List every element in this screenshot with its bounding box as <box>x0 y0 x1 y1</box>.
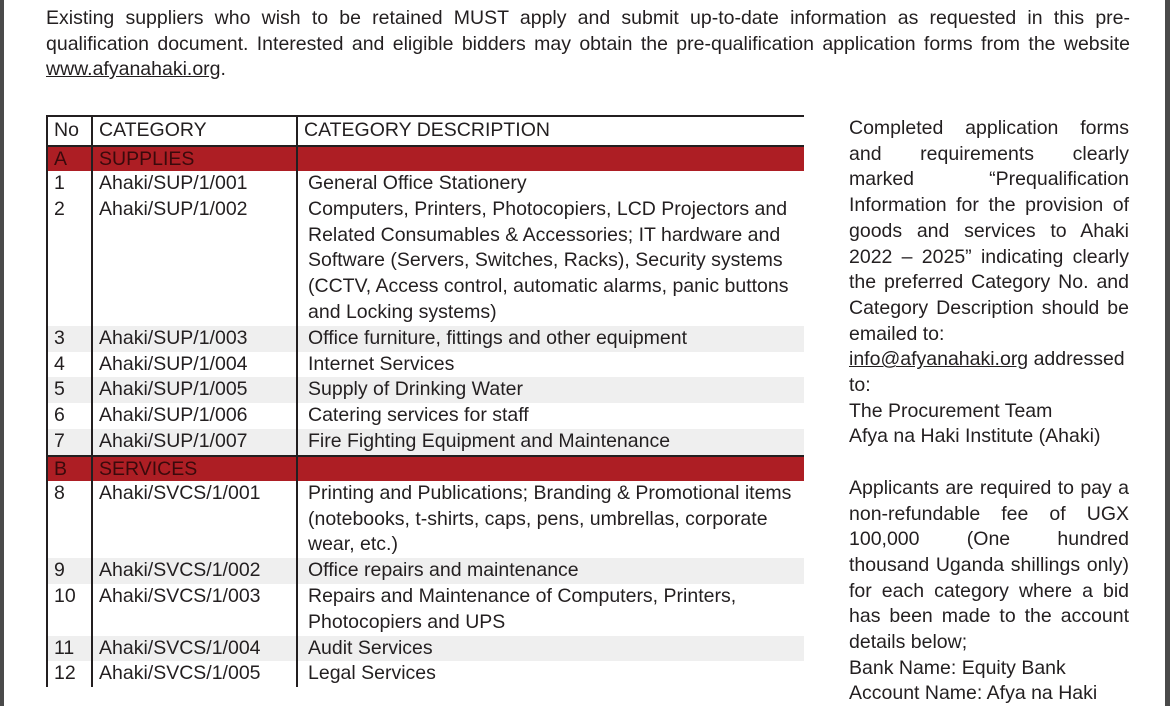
table-row <box>47 481 804 558</box>
row-category: Ahaki/SUP/1/007 <box>92 429 297 456</box>
row-category: Ahaki/SUP/1/003 <box>92 326 297 352</box>
table-row <box>47 326 804 352</box>
row-description: Supply of Drinking Water <box>297 377 804 403</box>
row-no: 7 <box>47 429 92 456</box>
row-category: Ahaki/SUP/1/001 <box>92 171 297 197</box>
table-row <box>47 171 804 197</box>
row-no: 11 <box>47 636 92 662</box>
submission-paragraph: Completed application forms and requirements clearly marked “Prequalification Information for the provision of goods and services to Ahaki 2022 – 2025” indicating clearly the preferred Category No. and Category Description should be emailed to: <box>849 117 1129 345</box>
bank-name: Bank Name: Equity Bank <box>849 656 1066 679</box>
row-description: Fire Fighting Equipment and Maintenance <box>297 429 804 456</box>
section-code: B <box>47 456 92 481</box>
table-row <box>47 352 804 378</box>
table-row <box>47 661 804 687</box>
spacer <box>849 450 1129 476</box>
section-row-supplies <box>47 146 804 171</box>
section-blank <box>297 146 804 171</box>
email-line <box>849 347 1129 398</box>
row-category: Ahaki/SUP/1/005 <box>92 377 297 403</box>
intro-end: . <box>220 58 226 81</box>
row-description: Legal Services <box>297 661 804 687</box>
section-row-services <box>47 456 804 481</box>
row-description: Internet Services <box>297 352 804 378</box>
header-description: CATEGORY DESCRIPTION <box>297 116 804 146</box>
row-no: 6 <box>47 403 92 429</box>
section-blank <box>297 456 804 481</box>
row-no: 10 <box>47 584 92 636</box>
account-name: Account Name: Afya na Haki <box>849 682 1098 705</box>
row-category: Ahaki/SVCS/1/001 <box>92 481 297 558</box>
row-category: Ahaki/SUP/1/004 <box>92 352 297 378</box>
email-link[interactable]: info@afyanahaki.org <box>849 348 1029 371</box>
row-category: Ahaki/SVCS/1/002 <box>92 558 297 584</box>
table-row <box>47 636 804 662</box>
section-name: SUPPLIES <box>92 146 297 171</box>
row-category: Ahaki/SVCS/1/004 <box>92 636 297 662</box>
row-description: Repairs and Maintenance of Computers, Printers, Photocopiers and UPS <box>297 584 804 636</box>
website-link[interactable]: www.afyanahaki.org <box>46 58 221 81</box>
row-description: Office repairs and maintenance <box>297 558 804 584</box>
table-row <box>47 403 804 429</box>
row-category: Ahaki/SVCS/1/003 <box>92 584 297 636</box>
row-no: 9 <box>47 558 92 584</box>
row-description: Audit Services <box>297 636 804 662</box>
addressed-text: addressed to: <box>849 348 1125 397</box>
page-border-right <box>1165 0 1170 706</box>
header-category: CATEGORY <box>92 116 297 146</box>
submission-instructions <box>849 116 1129 707</box>
page-border-left <box>0 0 4 706</box>
row-description: Office furniture, fittings and other equipment <box>297 326 804 352</box>
row-no: 1 <box>47 171 92 197</box>
row-description: Printing and Publications; Branding & Promotional items (notebooks, t-shirts, caps, pens, umbrellas, corporate wear, etc.) <box>297 481 804 558</box>
row-no: 8 <box>47 481 92 558</box>
intro-text: Existing suppliers who wish to be retained MUST apply and submit up-to-date information as requested in this pre-qualification document. Interested and eligible bidders may obtain the pre-qualification application forms from the website <box>46 7 1130 55</box>
institute-name: Afya na Haki Institute (Ahaki) <box>849 425 1101 448</box>
row-no: 2 <box>47 197 92 326</box>
table-header-row <box>47 116 804 146</box>
row-category: Ahaki/SUP/1/002 <box>92 197 297 326</box>
table-row <box>47 377 804 403</box>
table-row <box>47 584 804 636</box>
row-description: Computers, Printers, Photocopiers, LCD Projectors and Related Consumables & Accessories; IT hardware and Software (Servers, Switches, Racks), Security systems (CCTV, Access control, automatic alarms, panic buttons and Locking systems) <box>297 197 804 326</box>
row-description: Catering services for staff <box>297 403 804 429</box>
row-category: Ahaki/SUP/1/006 <box>92 403 297 429</box>
row-no: 4 <box>47 352 92 378</box>
table-row <box>47 558 804 584</box>
fee-paragraph: Applicants are required to pay a non-refundable fee of UGX 100,000 (One hundred thousand Uganda shillings only) for each category where a bid has been made to the account details below; <box>849 476 1129 654</box>
row-no: 3 <box>47 326 92 352</box>
row-description: General Office Stationery <box>297 171 804 197</box>
table-row <box>47 197 804 326</box>
intro-paragraph <box>46 6 1130 83</box>
row-no: 12 <box>47 661 92 687</box>
row-no: 5 <box>47 377 92 403</box>
section-code: A <box>47 146 92 171</box>
header-no: No <box>47 116 92 146</box>
row-category: Ahaki/SVCS/1/005 <box>92 661 297 687</box>
procurement-team: The Procurement Team <box>849 399 1053 422</box>
table-row <box>47 429 804 456</box>
category-table-wrapper <box>46 115 804 715</box>
category-table <box>46 115 804 687</box>
section-name: SERVICES <box>92 456 297 481</box>
